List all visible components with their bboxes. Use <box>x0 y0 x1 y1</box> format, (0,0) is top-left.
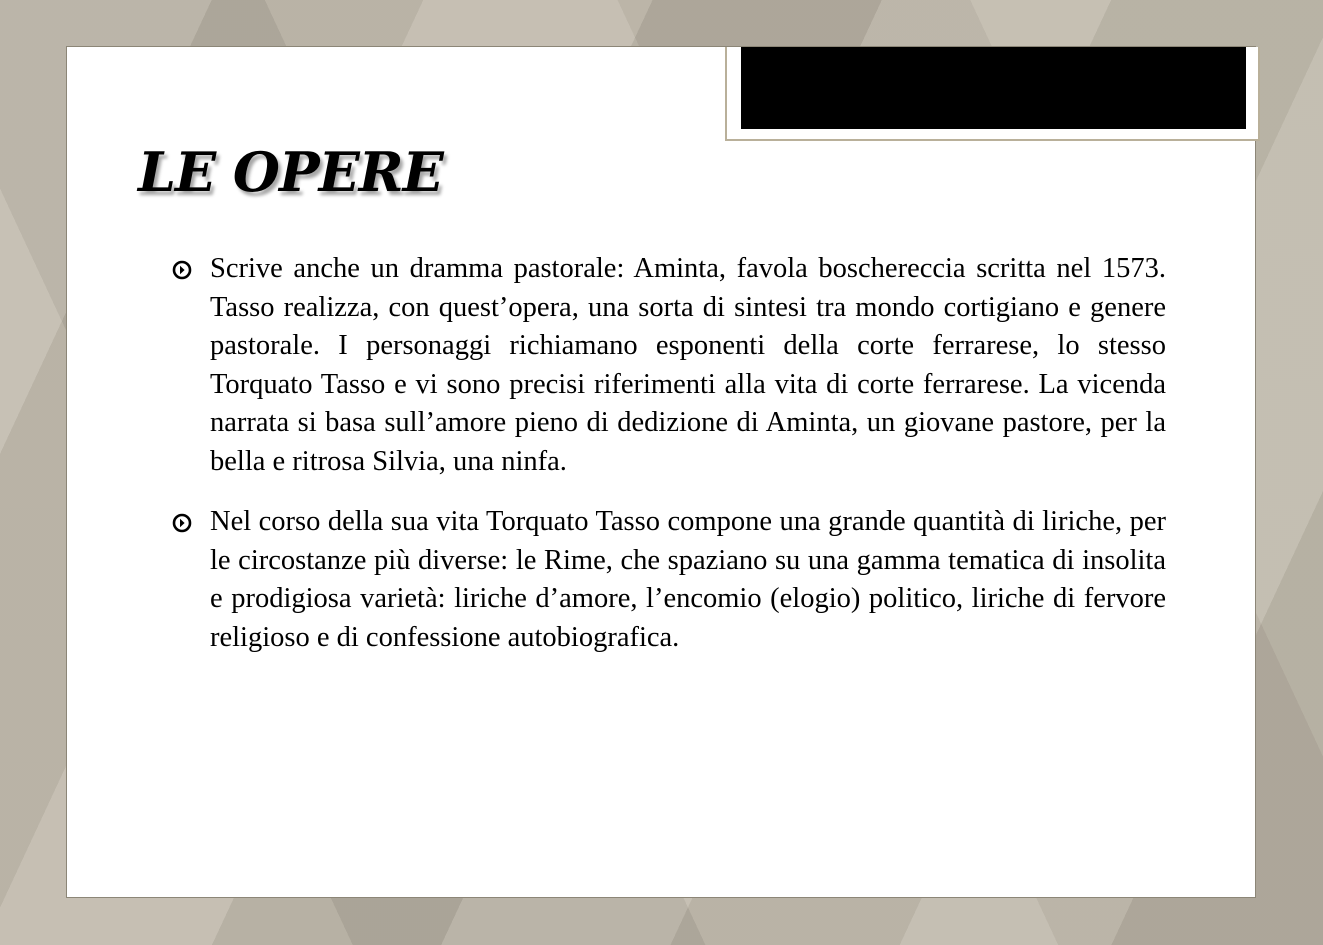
title-tab-decoration <box>725 47 1260 141</box>
bullet-list <box>170 250 1166 679</box>
slide-title: LE OPERE <box>138 140 443 204</box>
bullet-circle-arrow-icon <box>172 513 192 533</box>
bullet-item-2 <box>170 503 1166 657</box>
title-tab-black-bar <box>741 47 1246 129</box>
bullet-circle-arrow-icon <box>172 260 192 280</box>
bullet-item-1 <box>170 250 1166 481</box>
bullet-text-1: Scrive anche un dramma pastorale: Aminta, favola boschereccia scritta nel 1573. Tasso realizza, con quest’opera, una sorta di sintesi tra mondo cortigiano e genere pastorale. I personaggi richiamano esponenti della corte ferrarese, lo stesso Torquato Tasso e vi sono precisi riferimenti alla vita di corte ferrarese. La vicenda narrata si basa sull’amore pieno di dedizione di Aminta, un giovane pastore, per la bella e ritrosa Silvia, una ninfa. <box>210 253 1166 477</box>
bullet-text-2: Nel corso della sua vita Torquato Tasso compone una grande quantità di liriche, per le circostanze più diverse: le Rime, che spaziano su una gamma tematica di insolita e prodigiosa varietà: liriche d’amore, l’encomio (elogio) politico, liriche di fervore religioso e di confessione autobiografica. <box>210 506 1166 653</box>
